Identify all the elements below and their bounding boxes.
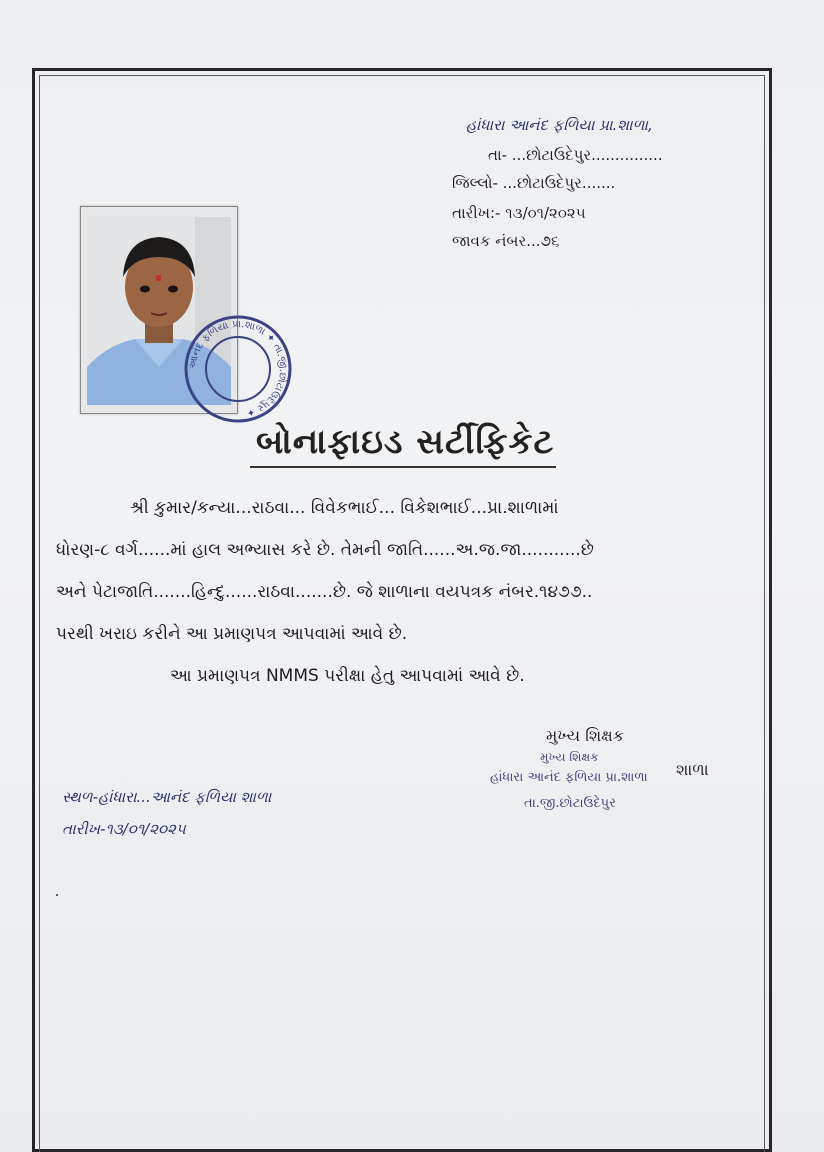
address-school-name: હાંધારા આનંદ ફળિયા પ્રા.શાળા, [466,116,653,134]
signature-stamp-place: તા.જી.છોટાઉદેપુર [524,796,616,811]
body-line-standard-caste: ધોરણ-૮ વર્ગ......માં હાલ અભ્યાસ કરે છે. તેમની જાતિ......અ.જ.જા...........છે [56,540,594,560]
body-line-verification: પરથી ખરાઇ કરીને આ પ્રમાણપત્ર આપવામાં આવે છે. [56,624,408,644]
signature-heading: મુખ્ય શિક્ષક [546,726,625,745]
body-line-subcaste-register: અને પેટાજાતિ.......હિન્દુ......રાઠવા.......છે. જે શાળાના વયપત્રક નંબર.૧૪૭૭.. [56,582,593,602]
signature-stamp-school: હાંધારા આનંદ ફળિયા પ્રા.શાળા [490,770,648,785]
footer-place: સ્થળ-હાંધારા...આનંદ ફળિયા શાળા [62,788,272,806]
footer-date: તારીખ-૧૩/૦૧/૨૦૨૫ [62,820,186,838]
address-district: જિલ્લો- ...છોટાઉદેપુર....... [452,174,616,192]
signature-school-suffix: શાળા [676,760,709,779]
signature-stamp-title: મુખ્ય શિક્ષક [540,750,599,764]
certificate-title: બોનાફાઇડ સર્ટીફિકેટ [256,422,555,462]
title-underline [250,466,556,468]
address-date: તારીખ:- ૧૩/૦૧/૨૦૨૫ [452,204,586,222]
address-outward-number: જાવક નંબર...૭૬ [452,232,560,250]
school-round-stamp [182,314,294,424]
stray-dot [56,894,58,896]
body-line-purpose: આ પ્રમાણપત્ર NMMS પરીક્ષા હેતુ આપવામાં આવે છે. [170,666,525,686]
address-taluka: તા- ...છોટાઉદેપુર............... [488,146,663,164]
stamp-text: આનંદ ફળિયા પ્રા.શાળા ✦ તા.જી.છોટાઉદેપુર ✦ [187,318,289,419]
body-line-student-name: શ્રી કુમાર/કન્યા...રાઠવા... વિવેકભાઈ... વિકેશભાઈ...પ્રા.શાળામાં [130,498,559,518]
